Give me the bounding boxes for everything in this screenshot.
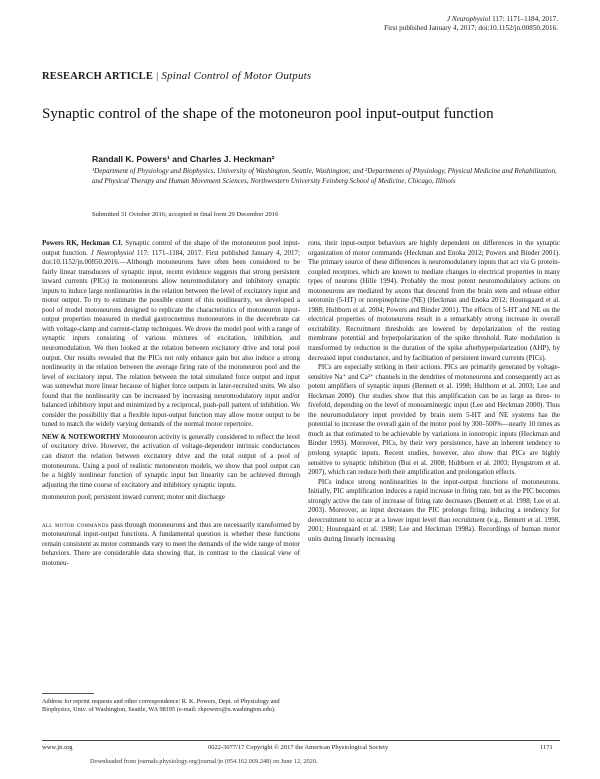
new-noteworthy-body: Motoneuron activity is generally considered to reflect the level of excitatory drive. However, the activation of voltage-dependent intrinsic conductances can distort the relation between excitatory drive and the total output of a pool of motoneurons. Using a pool of realistic motoneuron models, we show that pool output can be a highly nonlinear function of synaptic input but linearity can be achieved through adjusting the time course of excitatory and inhibitory synaptic inputs. bbox=[42, 432, 300, 489]
new-noteworthy bbox=[42, 433, 300, 490]
author-affiliations: ¹Department of Physiology and Biophysics, University of Washington, Seattle, Washington; and ²Departments of Physiology, Physical Medicine and Rehabilitation, and Physical Therapy and Human Movement Sciences, Northwestern University Feinberg School of Medicine, Chicago, Illinois bbox=[92, 167, 557, 185]
abstract-lead: Powers RK, Heckman CJ. bbox=[42, 239, 123, 247]
journal-website: www.jn.org bbox=[42, 744, 73, 751]
footnote-divider bbox=[42, 693, 94, 694]
page-number: 1171 bbox=[540, 744, 553, 751]
abstract-body: 117: 1171–1184, 2017. First published January 4, 2017; doi:10.1152/jn.00850.2016.—Although motoneurons have often been considered to be fairly linear transducers of synaptic input, recent evidence suggests that strong persistent inward currents (PICs) in motoneurons allow neuromodulatory and inhibitory synaptic inputs to induce large nonlinearities in the relation between the level of excitatory input and motor output. To try to estimate the possible extent of this nonlinearity, we developed a pool of model motoneurons designed to replicate the characteristics of motoneuron input-output properties measured in medial gastrocnemius motoneurons in the decerebrate cat with voltage-clamp and current-clamp techniques. We drove the model pool with a range of synaptic inputs consisting of various mixtures of excitation, inhibition, and neuromodulation. We then looked at the relation between excitatory drive and total pool output. Our results revealed that the PICs not only enhance gain but also induce a strong nonlinearity in the relation between the average firing rate of the motoneuron pool and the level of excitatory input. The relation between the total simulated force output and input was somewhat more linear because of higher force outputs in later-recruited units. We also found that the nonlinearity can be increased by increasing neuromodulatory input and/or balanced inhibitory input and minimized by a reciprocal, push-pull pattern of inhibition. We consider the possibility that a flexible input-output function may allow motor output to be tuned to match the widely varying demands of the normal motor repertoire. bbox=[42, 248, 300, 429]
intro-body: pass through motoneurons and thus are necessarily transformed by motoneuronal input-output functions. A fundamental question is whether these functions remain consistent as motor commands vary to meet the demands of the wide range of motor behaviors. There are considerable data showing that, in contrast to the classical view of motoneu- bbox=[42, 520, 300, 567]
first-published-line: First published January 4, 2017; doi:10.1152/jn.00850.2016. bbox=[384, 24, 558, 32]
journal-name: J Neurophysiol bbox=[446, 15, 491, 23]
introduction-paragraph bbox=[42, 521, 300, 569]
copyright-line: 0022-3077/17 Copyright © 2017 the American Physiological Society bbox=[208, 744, 389, 751]
journal-volume-pages: 117: 1171–1184, 2017. bbox=[490, 15, 558, 23]
article-type-label: RESEARCH ARTICLE bbox=[42, 71, 154, 82]
new-noteworthy-label: NEW & NOTEWORTHY bbox=[42, 432, 121, 441]
abstract: Powers RK, Heckman CJ. Synaptic control of the shape of the motoneuron pool input-output function. J Neurophysiol 117: 1171–1184, 2017. First published January 4, 2017; doi:10.1152/jn.00850.2016.—Although motoneurons have often been considered to be fairly linear transducers of synaptic input, recent evidence suggests that strong persistent inward currents (PICs) in motoneurons allow neuromodulatory and inhibitory synaptic inputs to induce large nonlinearities in the relation between the level of excitatory input and motor output. To try to estimate the possible extent of this nonlinearity, we developed a pool of model motoneurons designed to replicate the characteristics of motoneuron input-output properties measured in medial gastrocnemius motoneurons in the decerebrate cat with voltage-clamp and current-clamp techniques. We drove the model pool with a range of synaptic inputs consisting of various mixtures of excitation, inhibition, and neuromodulation. We then looked at the relation between excitatory drive and total pool output. Our results revealed that the PICs not only enhance gain but also induce a strong nonlinearity in the relation between the average firing rate of the motoneuron pool and the level of excitatory input. The relation between the total simulated force output and input was somewhat more linear because of higher force outputs in later-recruited units. We also found that the nonlinearity can be increased by increasing neuromodulatory input and/or balanced inhibitory input and minimized by a reciprocal, push-pull pattern of inhibition. We consider the possibility that a flexible input-output function may allow motor output to be tuned to match the widely varying demands of the normal motor repertoire. bbox=[42, 239, 300, 429]
body-paragraph-1: rons, their input-output behaviors are highly dependent on differences in the synaptic organization of motor commands (Heckman and Enoka 2012; Powers and Binder 2001). The primary source of these differences is neuromodulatory inputs that act via G protein-coupled receptors, which are known to mediate changes in electrical properties in many types of neurons (Hille 1994). Probably the most potent neuromodulatory actions on motoneurons are mediated by axons that descend from the brain stem and release either serotonin (5-HT) or norepinephrine (NE) (Heckman and Enoka 2012; Hounsgaard et al. 1988; Hultborn et al. 2004; Powers and Binder 2001). The effects of 5-HT and NE on the electrical properties of motoneurons result in a remarkably strong increase in overall excitability. Recruitment thresholds are lowered by depolarization of the resting membrane potential and hyperpolarization of the spike threshold. Rate modulation is transformed by reduction in the duration of the spike afterhyperpolarization (AHP), by decreased input conductance, and by facilitation of persistent inward currents (PICs). bbox=[308, 239, 560, 362]
journal-citation bbox=[447, 15, 558, 24]
footer-divider bbox=[42, 740, 560, 741]
article-title: Synaptic control of the shape of the motoneuron pool input-output function bbox=[42, 106, 494, 122]
right-column bbox=[308, 239, 560, 545]
intro-lead: all motor commands bbox=[42, 520, 109, 529]
keywords: motoneuron pool; persistent inward current; motor unit discharge bbox=[42, 493, 225, 502]
correspondence-note: Address for reprint requests and other correspondence: R. K. Powers, Dept. of Physiology and Biophysics, Univ. of Washington, Seattle, WA 98195 (e-mail: rkpowers@u.washington.edu). bbox=[42, 698, 280, 714]
download-watermark: Downloaded from journals.physiology.org/journal/jn (054.162.069.248) on June 12, 2020. bbox=[90, 758, 318, 765]
body-paragraph-3: PICs induce strong nonlinearities in the input-output functions of motoneurons. Initially, PIC amplification induces a rapid increase in firing rate, but as the PIC becomes strongly active the rate of increase of firing rate decreases (Bennett et al. 1998; Lee et al. 2003). Moreover, as input decreases the PIC prolongs firing, inducing a tendency for derecruitment to occur at a lower input level than recruitment (e.g., Bennett et al. 1998, 2001; Hounsgaard et al. 1988; Lee and Heckman 1998a). Recordings of human motor units during linearly increasing bbox=[308, 477, 560, 543]
left-column bbox=[42, 239, 300, 569]
author-list: Randall K. Powers¹ and Charles J. Heckman² bbox=[92, 154, 275, 164]
body-paragraph-2: PICs are especially striking in their actions. PICs are primarily generated by voltage-sensitive Na⁺ and Ca²⁺ channels in the dendrites of motoneurons and consequently act as potent amplifiers of synaptic inputs (Bennett et al. 1998; Hultborn et al. 2003; Lee and Heckman 2000). Our studies show that this amplification can be as large as three- to fivefold, depending on the level of monoaminergic input (Lee and Heckman 2000). Thus the neuromodulatory input provided by brain stem 5-HT and NE systems has the potential to increase the overall gain of the motor pool by 300–500%—nearly 10 times as much as that estimated to be achievable by variations in ionotropic inputs (Heckman and Binder 1993). Moreover, PICs, by their very persistence, have an inherent tendency to prolong synaptic inputs. Recent studies, however, also show that PICs are highly sensitive to synaptic inhibition (Bui et al. 2008; Hultborn et al. 2003; Hyngstrom et al. 2007), which can reduce both their amplification and prolongation effects. bbox=[308, 363, 560, 477]
article-section: Spinal Control of Motor Outputs bbox=[161, 70, 312, 82]
article-type-heading: RESEARCH ARTICLE | Spinal Control of Motor Outputs bbox=[42, 70, 312, 82]
submission-dates: Submitted 31 October 2016; accepted in final form 29 December 2016 bbox=[92, 211, 279, 218]
